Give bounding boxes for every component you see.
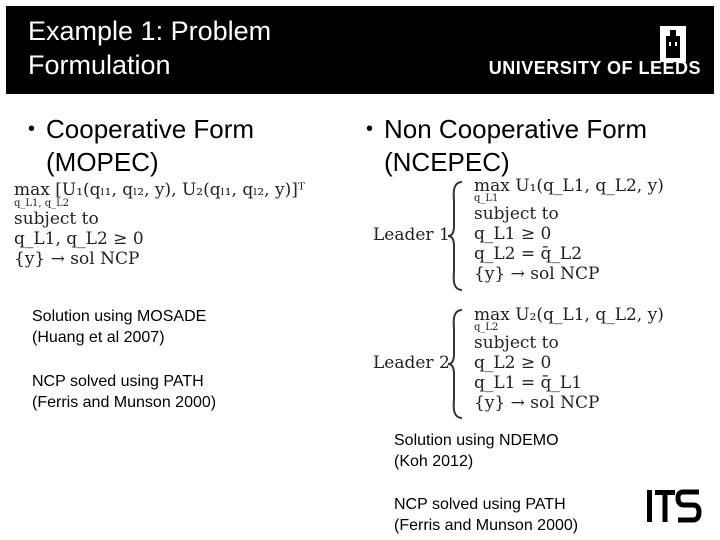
slide-title: Example 1: Problem Formulation [28, 16, 272, 80]
leader1-ncp: {y} → sol NCP [474, 264, 600, 284]
note-path-left: NCP solved using PATH (Ferris and Munson 2000) [32, 373, 217, 411]
note-ndemo: Solution using NDEMO (Koh 2012) [394, 432, 559, 470]
mopec-formulation [14, 180, 305, 269]
leader1-objective-sub: q_L1 [474, 193, 499, 204]
leader2-ncp: {y} → sol NCP [474, 393, 600, 413]
header-bar [6, 6, 714, 94]
note-mosade: Solution using MOSADE (Huang et al 2007) [32, 308, 207, 346]
leader1-formulation [474, 176, 664, 284]
leader1-label: Leader 1 [373, 225, 450, 245]
university-name: UNIVERSITY OF LEEDS [488, 58, 701, 78]
leader2-objective: max U₂(q_L1, q_L2, y) [474, 305, 664, 325]
leader1-fixed: q_L2 = q̄_L2 [474, 244, 583, 264]
bullet-dot-icon: • [28, 118, 36, 140]
note-path-right: NCP solved using PATH (Ferris and Munson 2000) [394, 496, 579, 534]
leader2-constraint: q_L2 ≥ 0 [474, 353, 552, 373]
bullet-noncooperative: • Non Cooperative Form (NCEPEC) [366, 114, 647, 177]
leader2-brace-icon [446, 308, 466, 420]
leader2-subject-to: subject to [474, 333, 559, 353]
bullet-cooperative: • Cooperative Form (MOPEC) [28, 114, 255, 177]
leader2-formulation [474, 305, 664, 413]
mopec-subject-to: subject to [14, 209, 99, 229]
mopec-constraint: q_L1, q_L2 ≥ 0 [14, 229, 144, 249]
leader2-label: Leader 2 [373, 353, 450, 373]
leader1-objective: max U₁(q_L1, q_L2, y) [474, 176, 664, 196]
leader2-objective-sub: q_L2 [474, 322, 499, 333]
mopec-objective-sub: q_L1, q_L2 [14, 198, 70, 209]
leader2-fixed: q_L1 = q̄_L1 [474, 373, 583, 393]
mopec-ncp: {y} → sol NCP [14, 249, 140, 269]
bullet-dot-icon: • [366, 118, 374, 140]
its-logo-icon [645, 488, 703, 524]
leader1-brace-icon [446, 180, 466, 292]
leader1-subject-to: subject to [474, 204, 559, 224]
mopec-objective: max [U₁(qₗ₁, qₗ₂, y), U₂(qₗ₁, qₗ₂, y)]ᵀ [14, 180, 306, 200]
leader1-constraint: q_L1 ≥ 0 [474, 224, 552, 244]
university-crest-icon [660, 26, 686, 62]
